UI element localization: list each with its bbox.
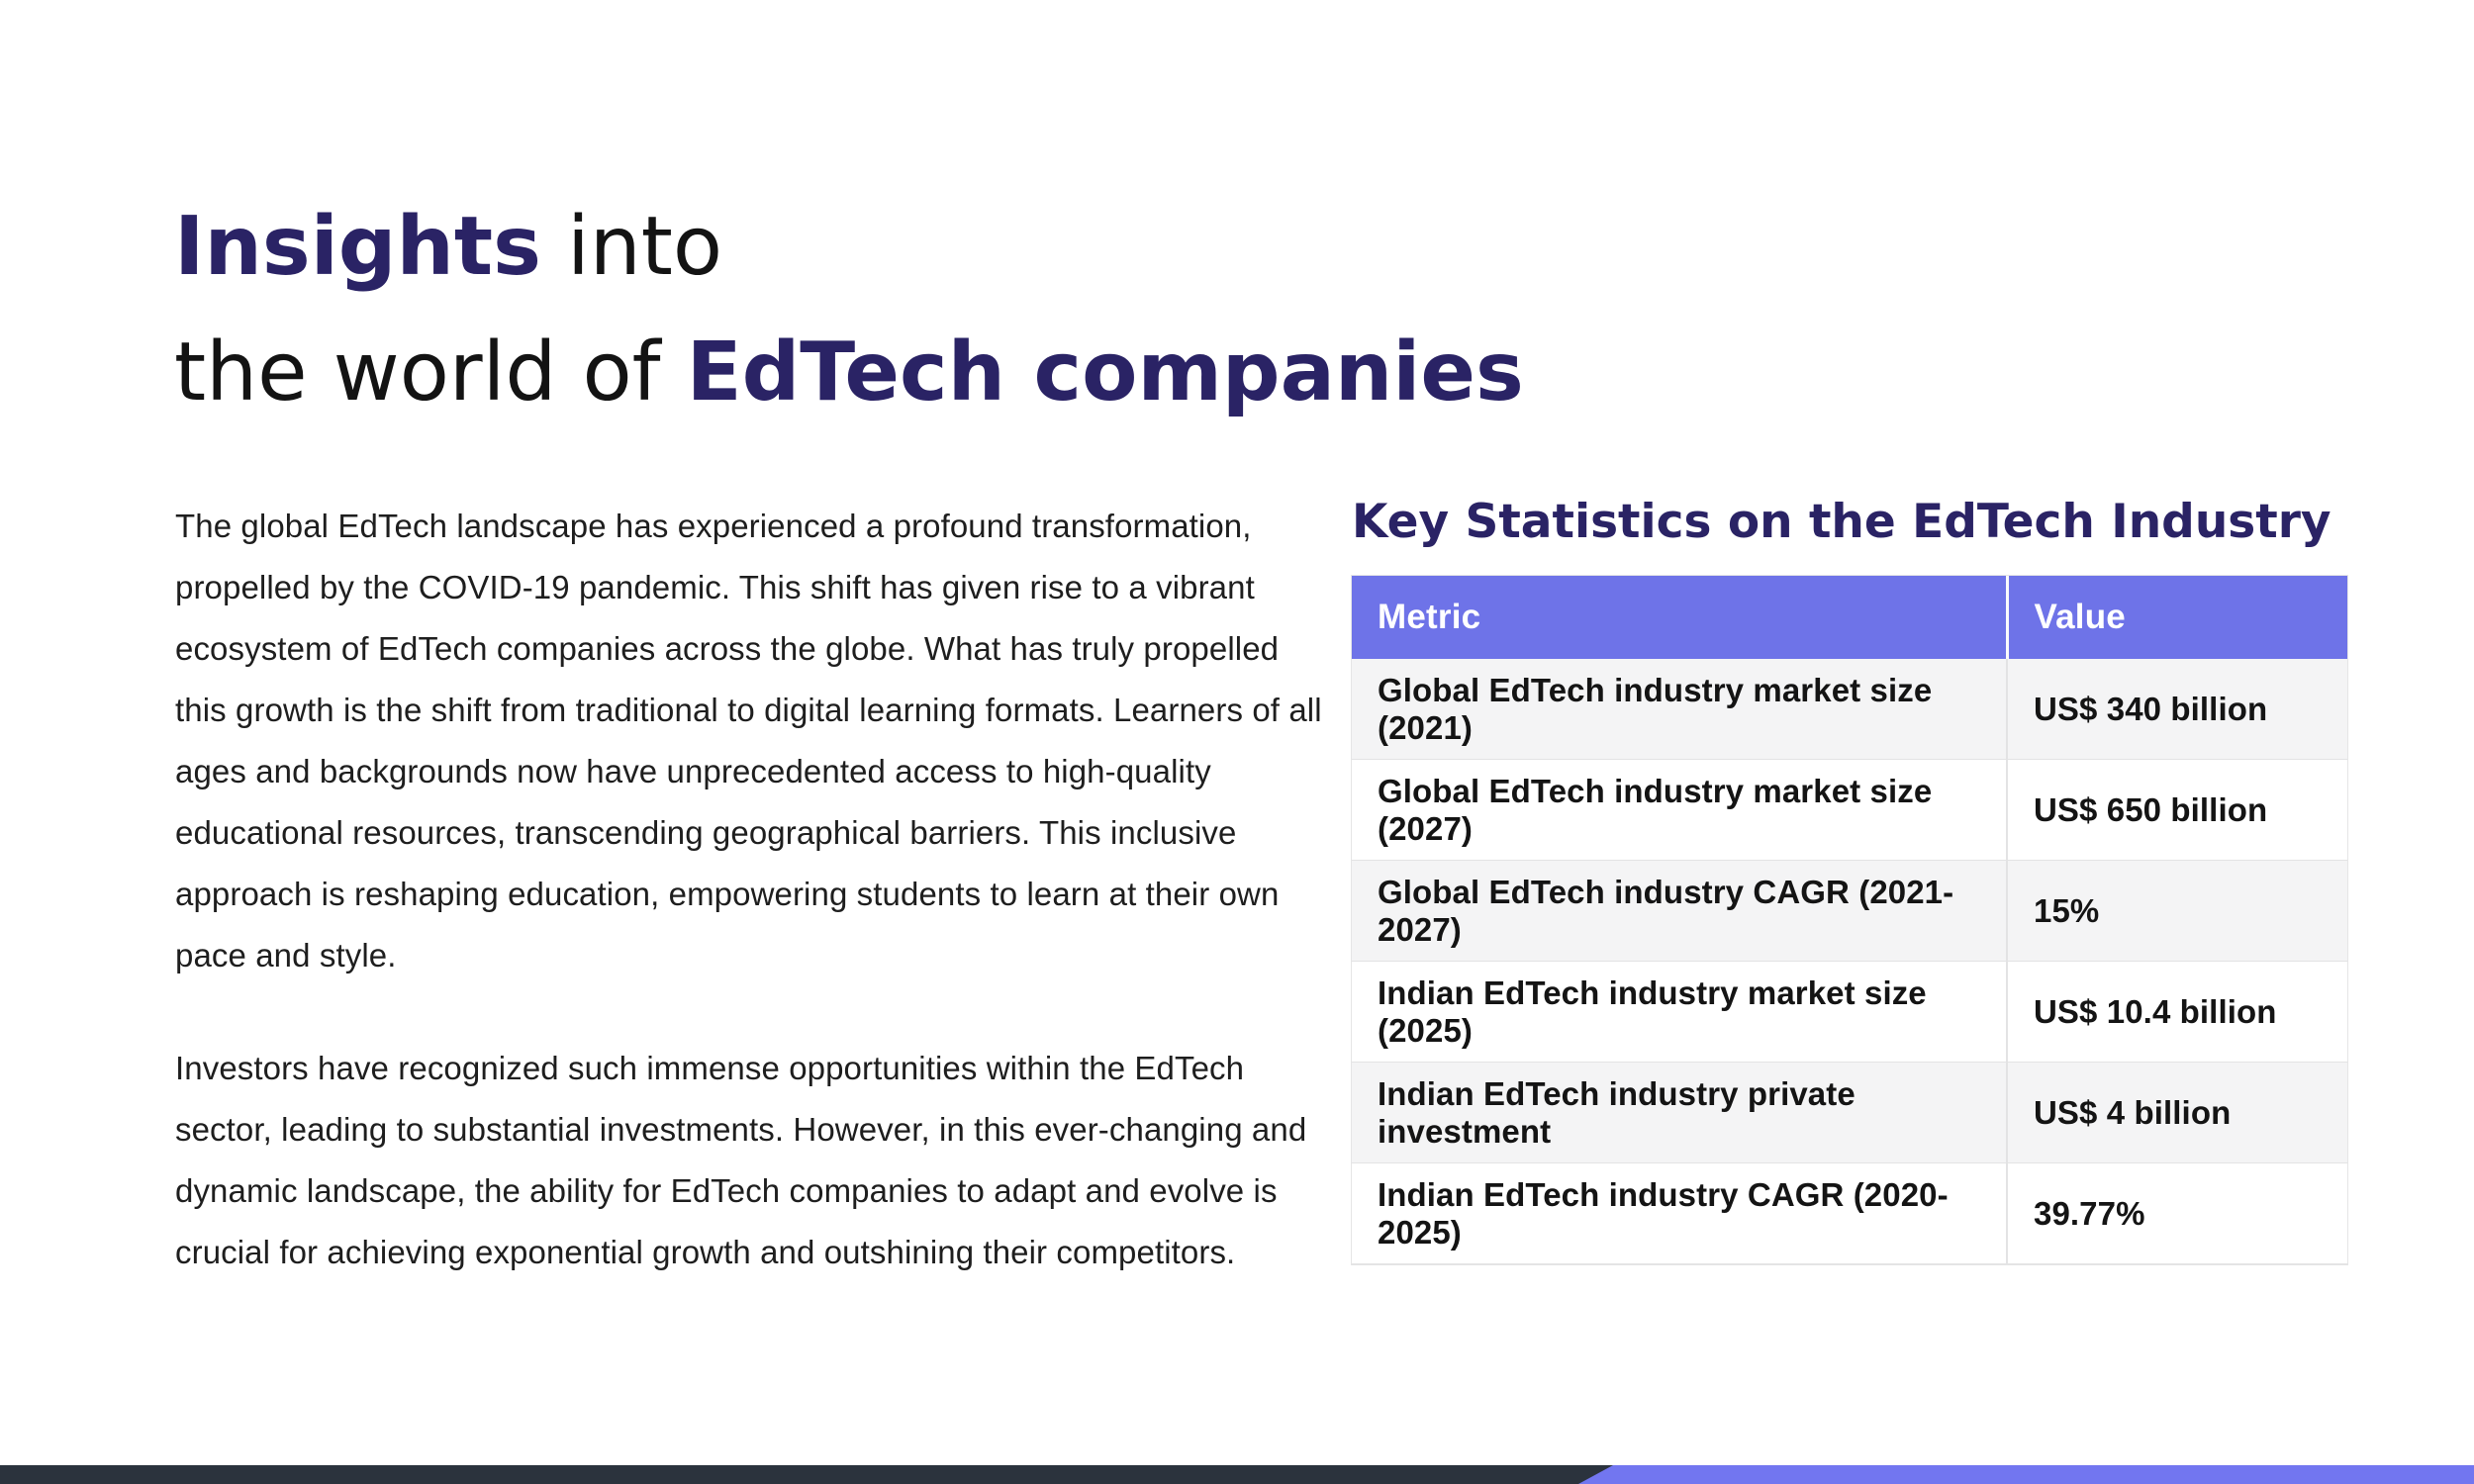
footer-bar-dark bbox=[0, 1465, 2474, 1484]
page-title-accent-edtech: EdTech companies bbox=[686, 325, 1524, 419]
intro-paragraph-1: The global EdTech landscape has experienced a profound transformation, propelled by the COVID-19 pandemic. This shift has given rise to a vibrant ecosystem of EdTech companies across the globe. What has truly propelled this growth is the shift from traditional to digital learning formats. Learners of all ages and backgrounds now have unprecedented access to high-quality educational resources, transcending geographical barriers. This inclusive approach is reshaping education, empowering students to learn at their own pace and style. bbox=[175, 508, 1322, 974]
stats-table-header bbox=[1352, 576, 2347, 659]
value-cell: US$ 10.4 billion bbox=[2007, 962, 2347, 1063]
page-title-accent-insights: Insights bbox=[174, 200, 541, 294]
page-title-line1-rest: into bbox=[540, 200, 723, 294]
metric-cell: Indian EdTech industry market size (2025) bbox=[1352, 962, 2007, 1063]
value-cell: US$ 340 billion bbox=[2007, 659, 2347, 760]
table-row bbox=[1352, 861, 2347, 962]
metric-cell: Global EdTech industry CAGR (2021-2027) bbox=[1352, 861, 2007, 962]
table-row bbox=[1352, 659, 2347, 760]
footer-bar-accent bbox=[1578, 1465, 2474, 1484]
stats-heading: Key Statistics on the EdTech Industry bbox=[1352, 495, 2331, 549]
metric-cell: Global EdTech industry market size (2021) bbox=[1352, 659, 2007, 760]
value-cell: US$ 650 billion bbox=[2007, 760, 2347, 861]
intro-paragraph-2: Investors have recognized such immense opportunities within the EdTech sector, leading to substantial investments. However, in this ever-changing and dynamic landscape, the ability for EdTech companies to adapt and evolve is crucial for achieving exponential growth and outshining their competitors. bbox=[175, 1050, 1307, 1270]
stats-table-container bbox=[1351, 575, 2348, 1265]
table-row bbox=[1352, 1063, 2347, 1163]
stats-table bbox=[1352, 576, 2347, 1264]
stats-table-body bbox=[1352, 659, 2347, 1264]
intro-text-column bbox=[175, 496, 1333, 1335]
metric-cell: Global EdTech industry market size (2027) bbox=[1352, 760, 2007, 861]
metric-cell: Indian EdTech industry CAGR (2020-2025) bbox=[1352, 1163, 2007, 1264]
table-header-row bbox=[1352, 576, 2347, 659]
metric-cell: Indian EdTech industry private investment bbox=[1352, 1063, 2007, 1163]
page-title bbox=[174, 184, 1524, 435]
column-header-metric: Metric bbox=[1352, 576, 2007, 659]
column-header-value: Value bbox=[2007, 576, 2347, 659]
value-cell: 39.77% bbox=[2007, 1163, 2347, 1264]
table-row bbox=[1352, 1163, 2347, 1264]
page-title-line2-rest: the world of bbox=[174, 325, 687, 419]
table-row bbox=[1352, 962, 2347, 1063]
value-cell: US$ 4 billion bbox=[2007, 1063, 2347, 1163]
value-cell: 15% bbox=[2007, 861, 2347, 962]
table-row bbox=[1352, 760, 2347, 861]
